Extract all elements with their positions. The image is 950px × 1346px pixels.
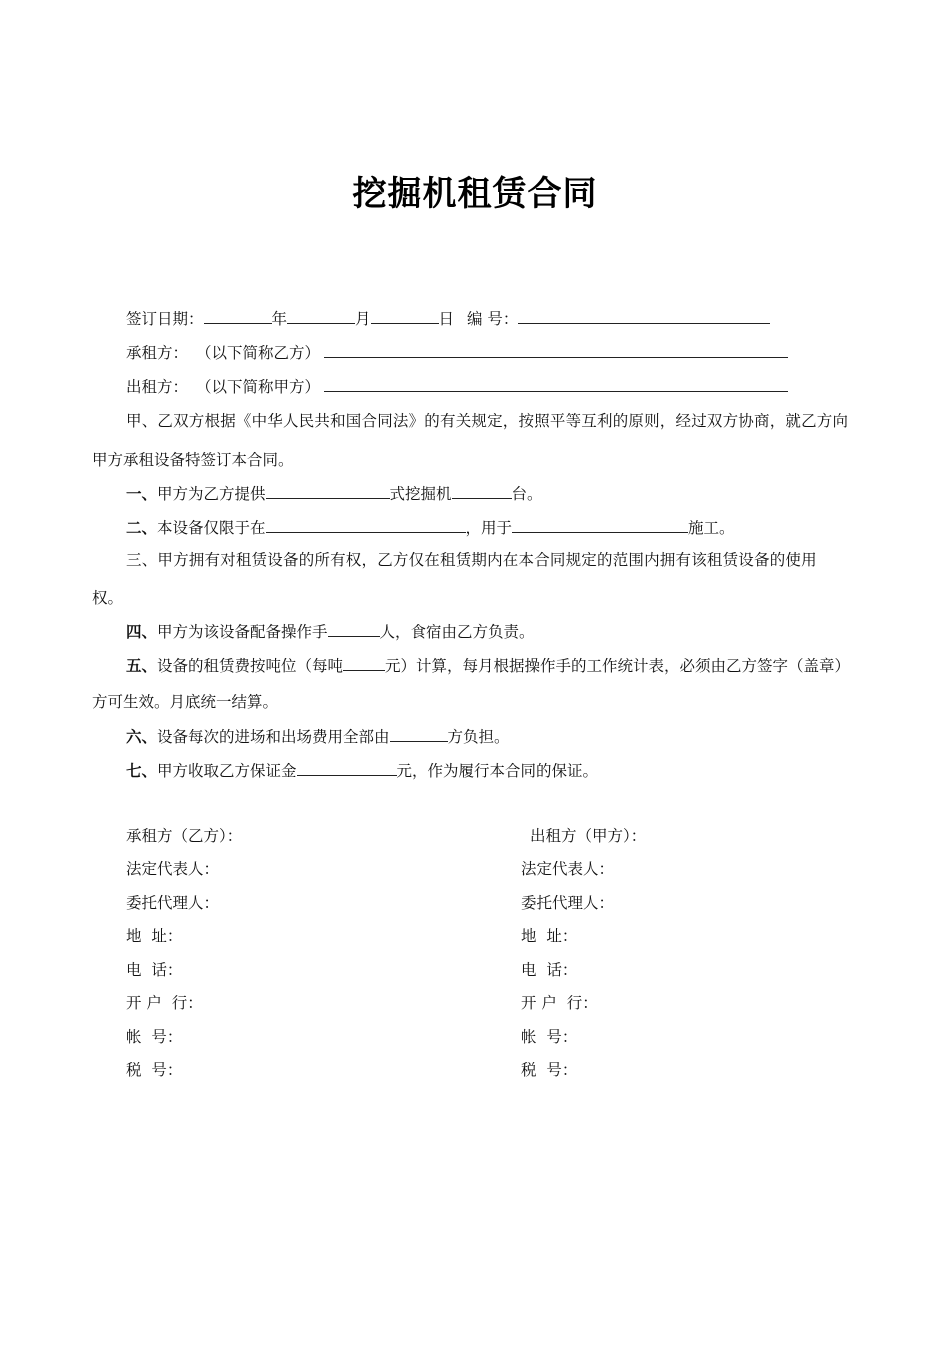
- month-label: 月: [355, 310, 371, 328]
- lessee-line: [126, 342, 788, 363]
- clause-1-number: 一、: [126, 484, 158, 503]
- year-label: 年: [271, 310, 288, 328]
- sign-date-label: 签订日期：: [126, 310, 204, 328]
- lessee-label: 承租方：: [126, 344, 189, 362]
- clause-5-text-a: 设备的租赁费按吨位（每吨: [157, 657, 344, 675]
- lessor-abbr: （以下简称甲方）: [196, 378, 321, 396]
- clause-6: [126, 726, 510, 747]
- operator-count-blank[interactable]: [328, 621, 380, 637]
- lessor-bank-label: 开 户 行：: [521, 994, 598, 1012]
- lessee-abbr: （以下简称乙方）: [196, 344, 321, 362]
- lessor-label: 出租方：: [126, 378, 189, 396]
- page-title: 挖掘机租赁合同: [352, 174, 598, 214]
- clause-1-text-b: 式挖掘机: [389, 485, 452, 503]
- lessor-line: [126, 376, 788, 397]
- clause-6-number: 六、: [126, 727, 158, 746]
- clause-3-line-1: 三、甲方拥有对租赁设备的所有权，乙方仅在租赁期内在本合同规定的范围内拥有该租赁设备的使用: [126, 551, 817, 569]
- clause-7-text-b: 元，作为履行本合同的保证。: [396, 762, 599, 780]
- clause-4-number: 四、: [126, 622, 158, 641]
- lessee-tax-label: 税 号：: [126, 1061, 183, 1079]
- lessor-account-label: 帐 号：: [521, 1028, 578, 1046]
- clause-7: [126, 760, 598, 781]
- excavator-count-blank[interactable]: [452, 483, 512, 499]
- lessee-blank[interactable]: [324, 342, 788, 358]
- usage-project-blank[interactable]: [512, 517, 688, 533]
- lessee-phone-label: 电 话：: [126, 961, 183, 979]
- lessor-legal-rep-label: 法定代表人：: [521, 860, 615, 878]
- clause-6-text-b: 方负担。: [447, 728, 510, 746]
- lessor-agent-label: 委托代理人：: [521, 894, 615, 912]
- clause-5-text-b: 元）计算，每月根据操作手的工作统计表，必须由乙方签字（盖章）: [385, 657, 851, 675]
- transport-party-blank[interactable]: [390, 726, 448, 742]
- clause-4-text-b: 人，食宿由乙方负责。: [379, 623, 535, 641]
- lessee-address-label: 地 址：: [126, 927, 183, 945]
- clause-5: [126, 655, 850, 676]
- lessor-tax-label: 税 号：: [521, 1061, 578, 1079]
- clause-1: [126, 483, 543, 504]
- preamble-line-1: 甲、乙双方根据《中华人民共和国合同法》的有关规定，按照平等互利的原则，经过双方协商，就乙方向: [126, 412, 849, 430]
- clause-1-text-a: 甲方为乙方提供: [157, 485, 266, 503]
- clause-5-line-2: 方可生效。月底统一结算。: [92, 693, 279, 711]
- clause-7-number: 七、: [126, 761, 158, 780]
- day-label: 日: [438, 310, 455, 328]
- clause-3-line-2: 权。: [92, 589, 124, 607]
- clause-2-text-b: ，用于: [465, 519, 513, 537]
- lessee-legal-rep-label: 法定代表人：: [126, 860, 220, 878]
- lessee-bank-label: 开 户 行：: [126, 994, 203, 1012]
- deposit-amount-blank[interactable]: [297, 760, 397, 776]
- lessee-agent-label: 委托代理人：: [126, 894, 220, 912]
- clause-7-text-a: 甲方收取乙方保证金: [157, 762, 297, 780]
- clause-2-number: 二、: [126, 518, 158, 537]
- day-blank[interactable]: [371, 308, 439, 324]
- clause-2-text-a: 本设备仅限于在: [157, 519, 266, 537]
- year-blank[interactable]: [204, 308, 272, 324]
- lessee-account-label: 帐 号：: [126, 1028, 183, 1046]
- month-blank[interactable]: [287, 308, 355, 324]
- lessor-phone-label: 电 话：: [521, 961, 578, 979]
- clause-6-text-a: 设备每次的进场和出场费用全部由: [157, 728, 390, 746]
- clause-4-text-a: 甲方为该设备配备操作手: [157, 623, 328, 641]
- lessor-blank[interactable]: [324, 376, 788, 392]
- price-per-ton-blank[interactable]: [343, 655, 385, 671]
- clause-2-text-c: 施工。: [688, 519, 735, 537]
- contract-number-blank[interactable]: [518, 308, 770, 324]
- lessor-address-label: 地 址：: [521, 927, 578, 945]
- usage-location-blank[interactable]: [266, 517, 466, 533]
- sign-date-line: [126, 308, 770, 329]
- lessee-party-label: 承租方（乙方）：: [126, 827, 243, 845]
- clause-1-text-c: 台。: [511, 485, 543, 503]
- number-label: 编 号：: [467, 310, 519, 328]
- clause-2: [126, 517, 735, 538]
- clause-5-number: 五、: [126, 656, 158, 675]
- preamble-line-2: 甲方承租设备特签订本合同。: [92, 451, 294, 469]
- excavator-type-blank[interactable]: [266, 483, 390, 499]
- clause-4: [126, 621, 535, 642]
- lessor-party-label: 出租方（甲方）：: [530, 827, 647, 845]
